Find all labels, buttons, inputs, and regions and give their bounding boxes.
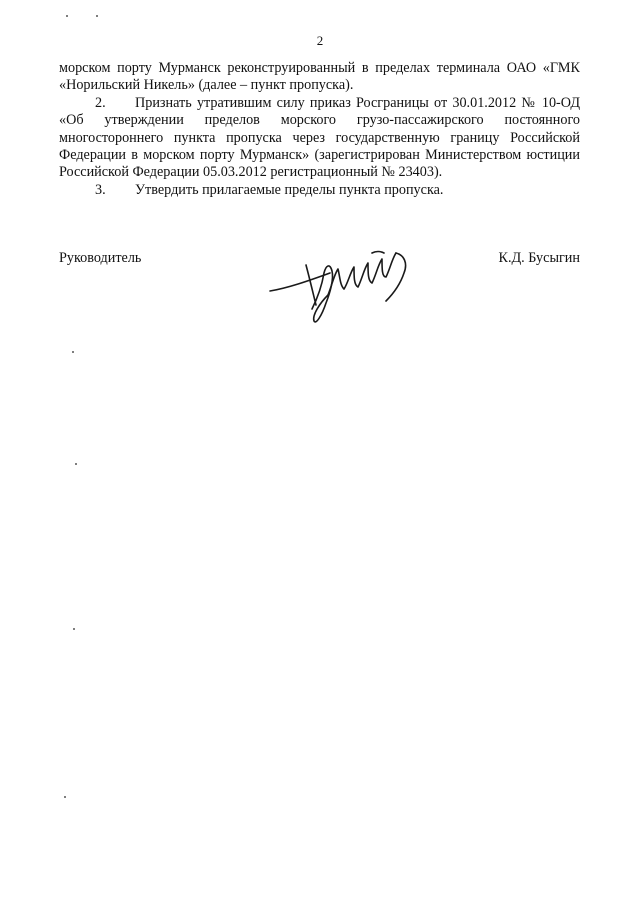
item-text: Признать утратившим силу приказ Росграницы от 30.01.2012 № 10-ОД «Об утверждении пределов морского грузо-пассажирского постоянного многостороннего пункта пропуска через государственную границу Российской Федерации в морском порту Мурманск» (зарегистрирован Министерством юстиции Российской Федерации 05.03.2012 регистрационный № 23403).: [59, 94, 580, 181]
item-number: 2.: [95, 94, 106, 111]
scan-speck: [64, 796, 66, 798]
signer-name: К.Д. Бусыгин: [498, 250, 580, 266]
paragraph-continuation: морском порту Мурманск реконструированный в пределах терминала ОАО «ГМК «Норильский Никель» (далее – пункт пропуска).: [59, 60, 580, 94]
scan-speck: [66, 15, 68, 17]
document-body: [59, 60, 580, 199]
page-number: 2: [316, 33, 324, 48]
scan-speck: [96, 15, 98, 17]
item-text: Утвердить прилагаемые пределы пункта пропуска.: [135, 181, 444, 198]
scan-speck: [73, 628, 75, 630]
paragraph-item-2: [59, 95, 580, 182]
item-number: 3.: [95, 181, 106, 198]
signer-title: Руководитель: [59, 250, 142, 266]
handwritten-signature: [268, 245, 413, 330]
scan-speck: [75, 463, 77, 465]
paragraph-item-3: [59, 182, 580, 199]
scan-speck: [72, 351, 74, 353]
